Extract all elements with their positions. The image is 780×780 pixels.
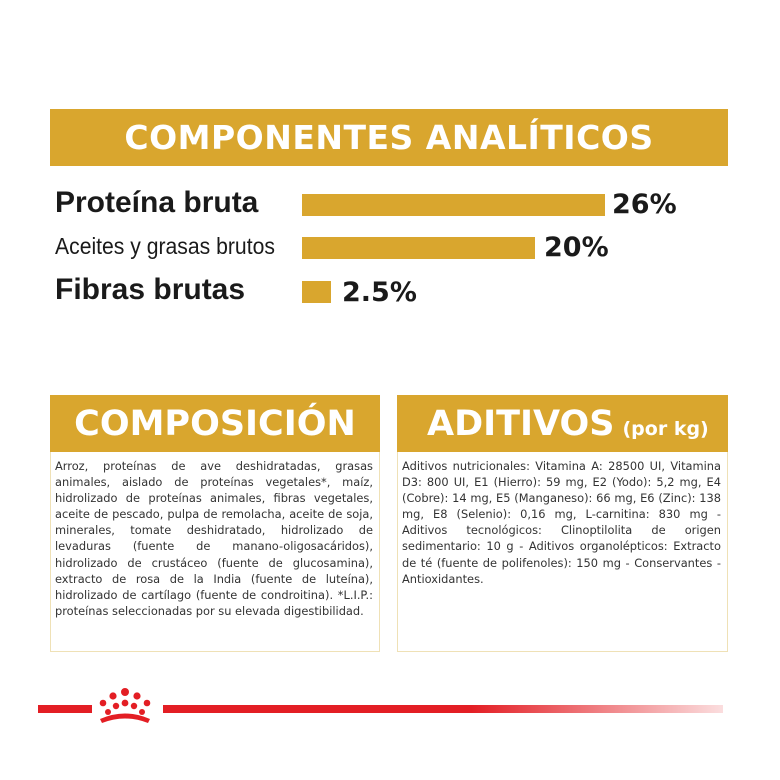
protein-label: Proteína bruta: [55, 186, 259, 219]
royal-canin-crown-icon: [92, 686, 158, 726]
fats-value: 20%: [544, 232, 609, 263]
composition-body: [50, 452, 380, 652]
composition-title: COMPOSICIÓN: [74, 403, 356, 444]
analytics-title: COMPONENTES ANALÍTICOS: [124, 118, 654, 157]
additives-body: [397, 452, 728, 652]
additives-header: [397, 395, 728, 452]
analytics-header: [50, 109, 728, 166]
protein-value: 26%: [612, 189, 677, 220]
additives-title: ADITIVOS: [427, 403, 615, 444]
fats-label: Aceites y grasas brutos: [55, 233, 275, 259]
composition-header: [50, 395, 380, 452]
footer-line-left: [38, 705, 92, 713]
fiber-bar: [302, 281, 331, 303]
additives-text: Aditivos nutricionales: Vitamina A: 28500 UI, Vitamina D3: 800 UI, E1 (Hierro): 59 mg, E2 (Yodo): 5,2 mg, E4 (Cobre): 14 mg, E5 (Manganeso): 66 mg, E6 (Zinc): 138 mg, E8 (Selenio): 0,16 mg, L-carnitina: 830 mg - Aditivos tecnológicos: Clinoptilolita de origen sedimentario: 10 g - Aditivos organolépticos: Extracto de té (fuente de polifenoles): 150 mg - Conservantes - Antioxidantes.: [402, 459, 721, 586]
composition-text: Arroz, proteínas de ave deshidratadas, grasas animales, aislado de proteínas vegetales*, maíz, hidrolizado de proteínas animales, fibras vegetales, aceite de pescado, pulpa de remolacha, aceite de soja, minerales, tomate deshidratado, hidrolizado de levaduras (fuente de manano-oligosacáridos), hidrolizado de crustáceo (fuente de glucosamina), extracto de rosa de la India (fuente de luteína), hidrolizado de cartílago (fuente de condroitina). *L.I.P.: proteínas seleccionadas por su elevada digestibilidad.: [55, 459, 373, 618]
fiber-value: 2.5%: [342, 277, 417, 308]
fats-bar: [302, 237, 535, 259]
footer-line-right: [163, 705, 723, 713]
protein-bar: [302, 194, 605, 216]
fiber-label: Fibras brutas: [55, 273, 246, 306]
additives-subtitle: (por kg): [622, 417, 709, 440]
